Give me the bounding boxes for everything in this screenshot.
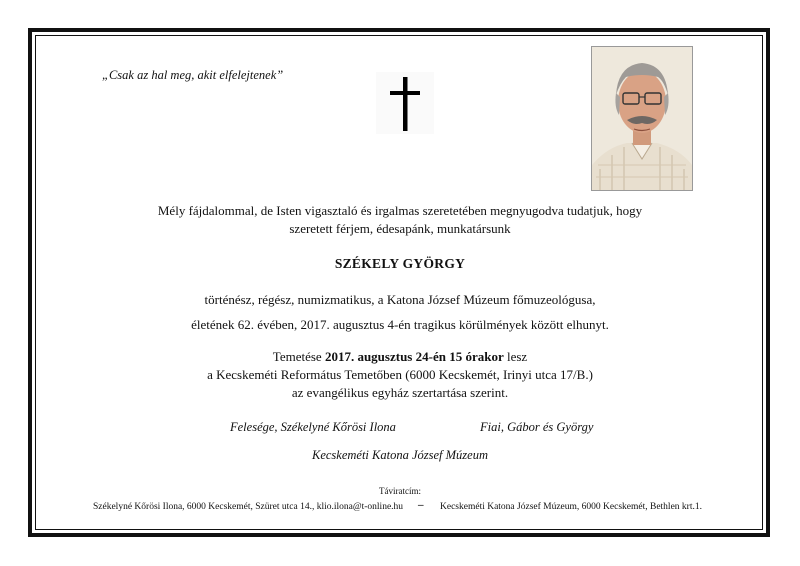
signature-sons: Fiai, Gábor és György — [480, 420, 594, 434]
roles-line: történész, régész, numizmatikus, a Katona József Múzeum főmuzeológusa, — [204, 292, 596, 307]
funeral-prefix: Temetése — [272, 349, 325, 364]
portrait-photo — [591, 46, 693, 191]
funeral-suffix: lesz — [503, 349, 528, 364]
funeral-place: a Kecskeméti Református Temetőben (6000 Kecskemét, Irinyi utca 17/B.) — [207, 367, 593, 382]
funeral-datetime: 2017. augusztus 24-én 15 órakor — [324, 349, 504, 364]
deceased-name: SZÉKELY GYÖRGY — [334, 256, 466, 271]
funeral-rite: az evangélikus egyház szertartása szerint. — [291, 385, 509, 400]
signature-wife: Felesége, Székelyné Kőrösi Ilona — [230, 420, 396, 434]
funeral-line — [0, 349, 800, 365]
motto: „Csak az hal meg, akit elfelejtenek” — [102, 68, 284, 82]
cross-icon — [376, 72, 434, 134]
telegram-separator: – — [418, 499, 424, 511]
telegram-address-right: Kecskeméti Katona József Múzeum, 6000 Kecskemét, Bethlen krt.1. — [440, 502, 702, 512]
telegram-address-left: Székelyné Kőrösi Ilona, 6000 Kecskemét, Szüret utca 14., klio.ilona@t-online.hu — [93, 502, 404, 512]
death-line: életének 62. évében, 2017. augusztus 4-én tragikus körülmények között elhunyt. — [191, 317, 609, 332]
intro-line-2: szeretett férjem, édesapánk, munkatársunk — [289, 221, 511, 236]
signature-museum: Kecskeméti Katona József Múzeum — [311, 448, 488, 462]
intro-line-1: Mély fájdalommal, de Isten vigasztaló és irgalmas szeretetében megnyugodva tudatjuk, hogy — [157, 203, 643, 218]
telegram-label: Táviratcím: — [379, 486, 421, 496]
